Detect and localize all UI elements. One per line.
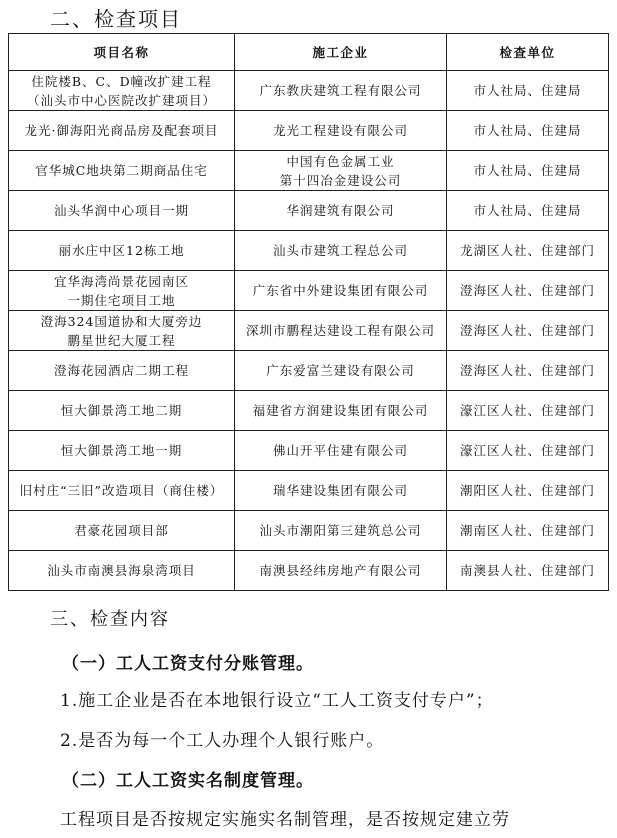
- project-name-cell-line: 龙光·御海阳光商品房及配套项目: [24, 123, 219, 138]
- section-heading-inspection-content: 三、检查内容: [50, 609, 170, 630]
- company-cell-line: 龙光工程建设有限公司: [272, 123, 408, 138]
- project-name-cell: [9, 111, 235, 151]
- company-cell: [235, 111, 447, 151]
- project-name-cell: [9, 231, 235, 271]
- inspection-unit-cell: 市人社局、住建局: [447, 71, 609, 111]
- project-name-cell-line: （汕头市中心医院改扩建项目）: [26, 92, 216, 108]
- project-name-cell: [9, 71, 235, 111]
- inspection-unit-cell: 南澳县人社、住建部门: [447, 551, 609, 591]
- header-construction-company: 施工企业: [235, 34, 447, 71]
- subheading-wage-payment-account: （一）工人工资支付分账管理。: [62, 654, 314, 674]
- inspection-unit-cell: 龙湖区人社、住建部门: [447, 231, 609, 271]
- company-cell: [235, 151, 447, 191]
- table-row: [9, 431, 609, 471]
- table-row: [9, 71, 609, 111]
- company-cell: [235, 431, 447, 471]
- inspection-unit-cell: 澄海区人社、住建部门: [447, 271, 609, 311]
- table-row: [9, 551, 609, 591]
- table-row: [9, 231, 609, 271]
- project-name-cell-line: 恒大御景湾工地二期: [60, 403, 183, 418]
- project-name-cell-line: 恒大御景湾工地一期: [60, 443, 183, 458]
- project-name-cell: [9, 191, 235, 231]
- project-name-cell: [9, 351, 235, 391]
- inspection-unit-cell: 市人社局、住建局: [447, 191, 609, 231]
- company-cell: [235, 231, 447, 271]
- company-cell: [235, 311, 447, 351]
- company-cell-line: 汕头市建筑工程总公司: [272, 243, 408, 258]
- company-cell-line: 福建省方润建设集团有限公司: [252, 403, 429, 418]
- company-cell: [235, 511, 447, 551]
- inspection-unit-cell: 濠江区人社、住建部门: [447, 391, 609, 431]
- paragraph-real-name-management: 工程项目是否按规定实施实名制管理，是否按规定建立劳: [60, 810, 510, 830]
- table-row: [9, 191, 609, 231]
- inspection-unit-cell: 濠江区人社、住建部门: [447, 431, 609, 471]
- company-cell: [235, 191, 447, 231]
- company-cell-line: 瑞华建设集团有限公司: [272, 483, 408, 498]
- company-cell: [235, 391, 447, 431]
- company-cell-line: 华润建筑有限公司: [286, 203, 395, 218]
- inspection-unit-cell: 澄海区人社、住建部门: [447, 311, 609, 351]
- project-name-cell-line: 君豪花园项目部: [74, 523, 169, 538]
- item-dedicated-wage-account: 1.施工企业是否在本地银行设立“工人工资支付专户”；: [60, 691, 494, 711]
- inspection-unit-cell: 潮南区人社、住建部门: [447, 511, 609, 551]
- company-cell: [235, 471, 447, 511]
- project-name-cell-line: 澄海花园酒店二期工程: [53, 363, 189, 378]
- company-cell-line: 第十四冶金建设公司: [279, 172, 402, 188]
- company-cell: [235, 551, 447, 591]
- project-name-cell: [9, 551, 235, 591]
- project-name-cell-line: 汕头华润中心项目一期: [53, 203, 189, 218]
- project-name-cell: [9, 471, 235, 511]
- table-row: [9, 391, 609, 431]
- project-name-cell: [9, 431, 235, 471]
- project-name-cell-line: 鹏星世纪大厦工程: [67, 332, 176, 348]
- company-cell: [235, 71, 447, 111]
- table-row: [9, 311, 609, 351]
- company-cell: [235, 351, 447, 391]
- project-name-cell: [9, 311, 235, 351]
- header-inspection-unit: 检查单位: [447, 34, 609, 71]
- project-name-cell: [9, 271, 235, 311]
- project-name-cell-line: 汕头市南澳县海泉湾项目: [47, 563, 196, 578]
- inspection-unit-cell: 市人社局、住建局: [447, 151, 609, 191]
- table-row: [9, 151, 609, 191]
- inspection-unit-cell: 潮阳区人社、住建部门: [447, 471, 609, 511]
- table-row: [9, 111, 609, 151]
- project-name-cell: [9, 151, 235, 191]
- section-heading-inspection-projects: 二、检查项目: [50, 7, 182, 31]
- project-name-cell: [9, 511, 235, 551]
- table-row: [9, 351, 609, 391]
- project-name-cell-line: 旧村庄“三旧”改造项目（商住楼）: [19, 483, 224, 498]
- project-name-cell-line: 丽水庄中区12栋工地: [58, 243, 185, 258]
- inspection-projects-table: [8, 33, 609, 591]
- table-row: [9, 471, 609, 511]
- company-cell-line: 佛山开平住建有限公司: [272, 443, 408, 458]
- inspection-unit-cell: 澄海区人社、住建部门: [447, 351, 609, 391]
- company-cell-line: 深圳市鹏程达建设工程有限公司: [245, 323, 435, 338]
- table-row: [9, 511, 609, 551]
- company-cell-line: 广东教庆建筑工程有限公司: [259, 83, 422, 98]
- table-header-row: [9, 34, 609, 71]
- project-name-cell-line: 住院楼B、C、D幢改扩建工程: [31, 73, 212, 89]
- inspection-unit-cell: 市人社局、住建局: [447, 111, 609, 151]
- subheading-real-name-system: （二）工人工资实名制度管理。: [62, 771, 314, 791]
- item-personal-bank-account: 2.是否为每一个工人办理个人银行账户。: [60, 731, 385, 751]
- header-project-name: 项目名称: [9, 34, 235, 71]
- company-cell-line: 广东省中外建设集团有限公司: [252, 283, 429, 298]
- company-cell-line: 南澳县经纬房地产有限公司: [259, 563, 422, 578]
- project-name-cell-line: 宜华海湾尚景花园南区: [53, 273, 189, 289]
- project-name-cell-line: 官华城C地块第二期商品住宅: [35, 163, 208, 178]
- project-name-cell-line: 一期住宅项目工地: [67, 292, 176, 308]
- company-cell-line: 广东爱富兰建设有限公司: [266, 363, 415, 378]
- project-name-cell-line: 澄海324国道协和大厦旁边: [40, 313, 203, 329]
- table-row: [9, 271, 609, 311]
- company-cell: [235, 271, 447, 311]
- company-cell-line: 中国有色金属工业: [286, 153, 395, 169]
- company-cell-line: 汕头市潮阳第三建筑总公司: [259, 523, 422, 538]
- project-name-cell: [9, 391, 235, 431]
